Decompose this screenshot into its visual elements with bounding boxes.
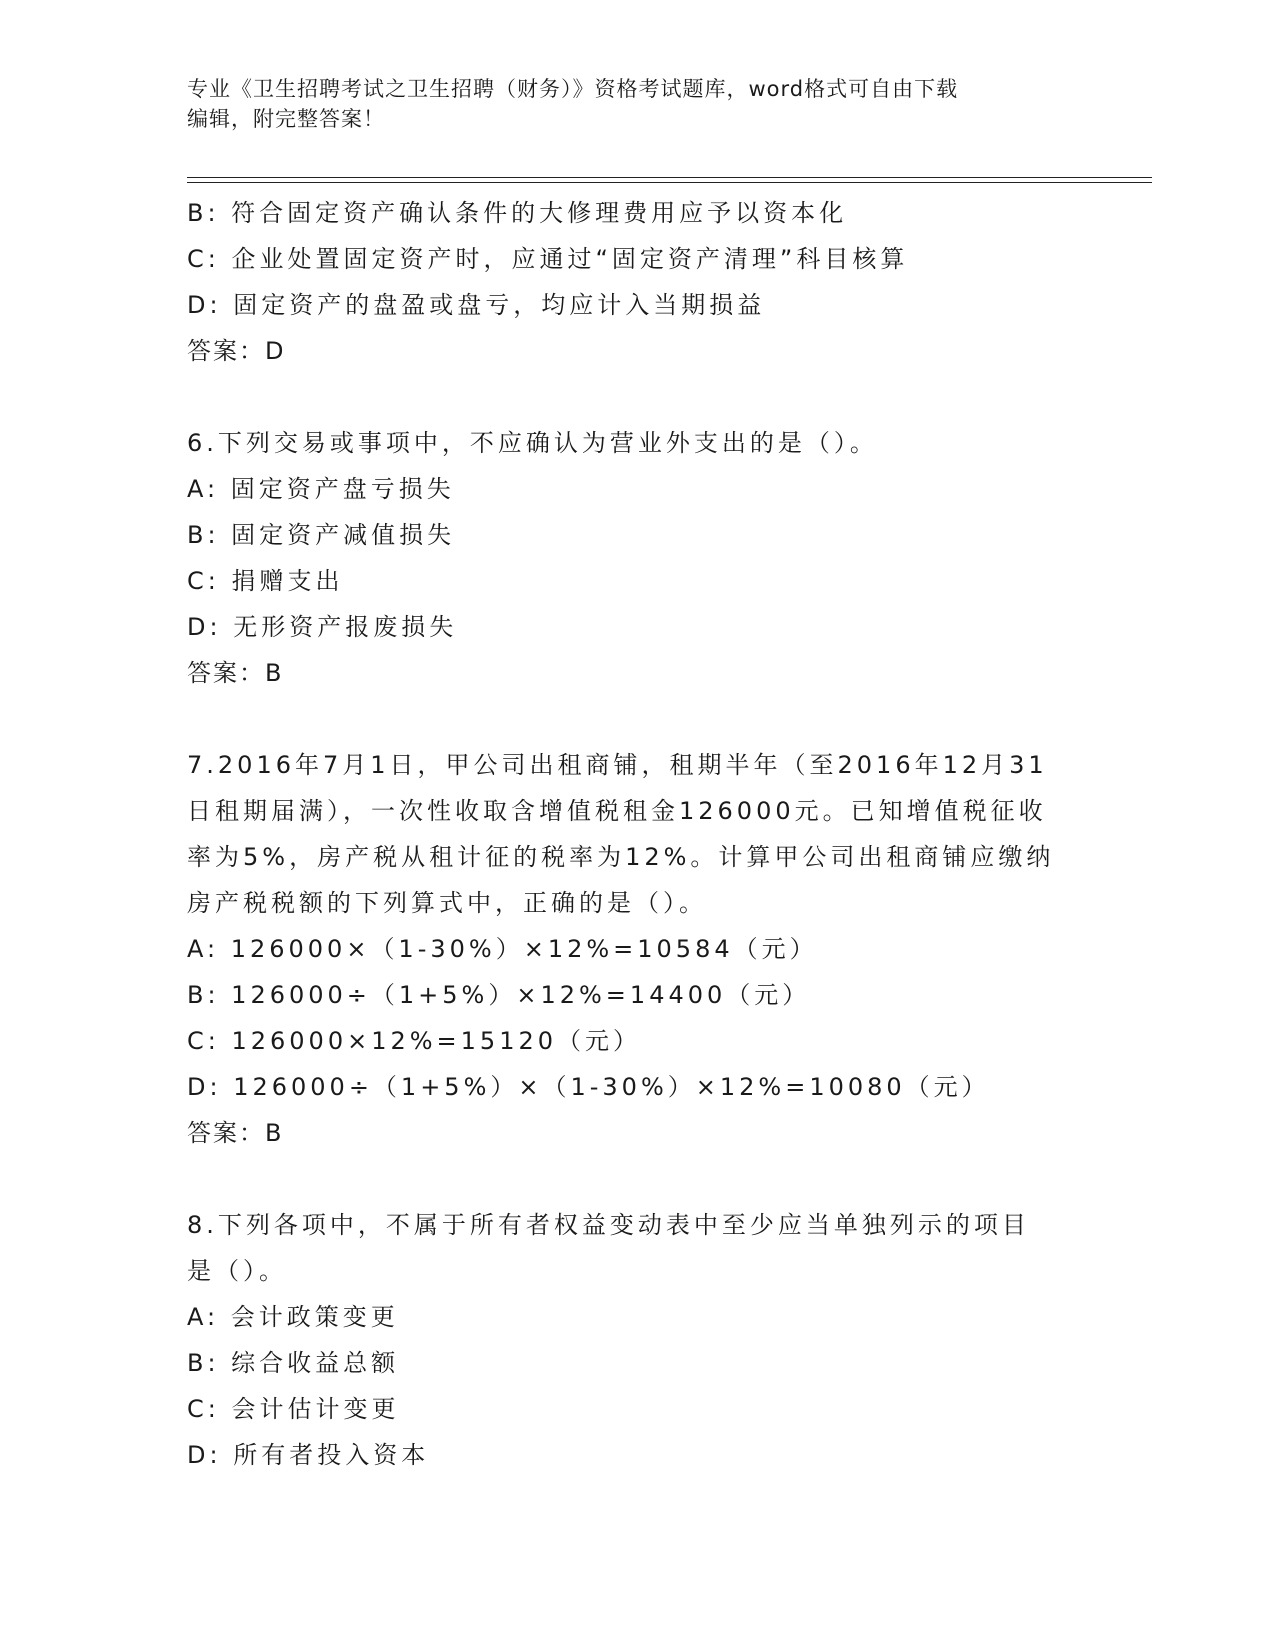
- question-stem-line: 7.2016年7月1日，甲公司出租商铺，租期半年（至2016年12月31: [187, 751, 1048, 779]
- question-stem-line: 日租期届满），一次性收取含增值税租金126000元。已知增值税征收: [187, 797, 1047, 825]
- question-6: [187, 420, 1087, 696]
- option-b: B: 符合固定资产确认条件的大修理费用应予以资本化: [187, 199, 848, 227]
- answer: 答案：B: [187, 659, 284, 687]
- question-7: [187, 742, 1087, 1156]
- question-stem-line: 8.下列各项中，不属于所有者权益变动表中至少应当单独列示的项目: [187, 1211, 1030, 1239]
- option-d: D: 无形资产报废损失: [187, 613, 458, 641]
- document-body: [187, 190, 1087, 1478]
- option-b: B: 126000÷（1+5%）×12%=14400（元）: [187, 981, 811, 1009]
- option-d: D: 固定资产的盘盈或盘亏，均应计入当期损益: [187, 291, 766, 319]
- header-line-2: 编辑，附完整答案！: [187, 107, 385, 131]
- question-stem-line: 是（）。: [187, 1257, 287, 1285]
- question-stem-line: 率为5%，房产税从租计征的税率为12%。计算甲公司出租商铺应缴纳: [187, 843, 1055, 871]
- option-c: C: 企业处置固定资产时，应通过“固定资产清理”科目核算: [187, 245, 909, 273]
- question-stem-line: 房产税税额的下列算式中，正确的是（）。: [187, 889, 707, 917]
- option-c: C: 126000×12%=15120（元）: [187, 1027, 641, 1055]
- answer: 答案：B: [187, 1119, 284, 1147]
- question-5-tail: [187, 190, 1087, 374]
- option-a: A: 126000×（1-30%）×12%=10584（元）: [187, 935, 818, 963]
- question-stem: 6.下列交易或事项中，不应确认为营业外支出的是（）。: [187, 429, 878, 457]
- option-c: C: 会计估计变更: [187, 1395, 400, 1423]
- question-8: [187, 1202, 1087, 1478]
- option-d: D: 126000÷（1+5%）×（1-30%）×12%=10080（元）: [187, 1073, 990, 1101]
- option-b: B: 固定资产减值损失: [187, 521, 456, 549]
- header-divider-top: [187, 177, 1152, 178]
- option-d: D: 所有者投入资本: [187, 1441, 430, 1469]
- answer: 答案：D: [187, 337, 286, 365]
- option-a: A: 固定资产盘亏损失: [187, 475, 455, 503]
- header-divider-bottom: [187, 182, 1152, 183]
- option-c: C: 捐赠支出: [187, 567, 344, 595]
- option-a: A: 会计政策变更: [187, 1303, 399, 1331]
- option-b: B: 综合收益总额: [187, 1349, 400, 1377]
- page-header: [187, 74, 1087, 134]
- header-line-1: 专业《卫生招聘考试之卫生招聘（财务）》资格考试题库，word格式可自由下载: [187, 77, 959, 101]
